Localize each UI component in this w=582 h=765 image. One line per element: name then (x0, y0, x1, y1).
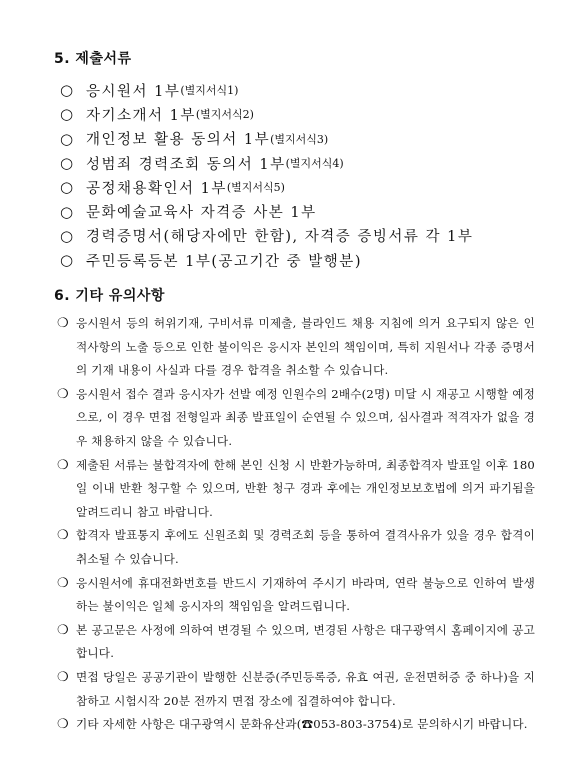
document-item-form-note: (별지서식1) (180, 84, 239, 98)
note-item (57, 713, 535, 737)
note-item (57, 666, 535, 713)
circle-bullet-icon: ❍ (57, 622, 69, 638)
section-title-notes: 6. 기타 유의사항 (54, 288, 165, 304)
document-item-label: 성범죄 경력조회 동의서 1부 (86, 156, 286, 173)
circle-bullet-icon: ○ (60, 251, 75, 270)
note-item-text: 응시원서에 휴대전화번호를 반드시 기재하여 주시기 바라며, 연락 불능으로 인하여 발생하는 불이익은 일체 응시자의 책임임을 알려드립니다. (76, 575, 535, 614)
document-item-label: 응시원서 1부 (86, 83, 181, 100)
document-item-label: 문화예술교육사 자격증 사본 1부 (86, 205, 317, 222)
document-item-label: 개인정보 활용 동의서 1부 (86, 132, 271, 149)
note-item-text: 합격자 발표통지 후에도 신원조회 및 경력조회 등을 통하여 결격사유가 있을 경우 합격이 취소될 수 있습니다. (76, 528, 535, 566)
circle-bullet-icon: ○ (60, 105, 75, 124)
note-item (57, 312, 535, 383)
document-item (60, 102, 560, 126)
note-item-text: 기타 자세한 사항은 대구광역시 문화유산과(☎053-803-3754)로 문의하시기 바랍니다. (76, 717, 528, 732)
document-item (60, 175, 560, 199)
circle-bullet-icon: ❍ (57, 717, 69, 733)
circle-bullet-icon: ○ (60, 226, 75, 245)
note-item (57, 454, 535, 525)
document-item-label: 주민등록등본 1부(공고기간 중 발행분) (86, 253, 362, 270)
document-item-form-note: (별지서식3) (270, 132, 329, 146)
circle-bullet-icon: ❍ (57, 386, 69, 402)
document-item-form-note: (별지서식4) (285, 157, 344, 171)
document-item-form-note: (별지서식2) (195, 108, 254, 122)
document-item (60, 78, 560, 102)
circle-bullet-icon: ○ (60, 154, 75, 173)
note-item-text: 본 공고문은 사정에 의하여 변경될 수 있으며, 변경된 사항은 대구광역시 홈페이지에 공고합니다. (76, 622, 535, 661)
note-item (57, 383, 535, 454)
document-item-label: 경력증명서(해당자에만 한함), 자격증 증빙서류 각 1부 (86, 229, 474, 246)
circle-bullet-icon: ○ (60, 129, 75, 148)
circle-bullet-icon: ❍ (57, 528, 69, 544)
note-item-text: 응시원서 접수 결과 응시자가 선발 예정 인원수의 2배수(2명) 미달 시 재공고 시행할 예정으로, 이 경우 면접 전형일과 최종 발표일이 순연될 수 있으며, 심사결과 적격자가 없을 경우 채용하지 않을 수 있습니다. (76, 386, 535, 448)
circle-bullet-icon: ○ (60, 202, 75, 221)
document-item (60, 127, 560, 151)
notes-list (57, 312, 535, 737)
note-item (57, 619, 535, 666)
document-item-label: 공정채용확인서 1부 (86, 180, 227, 197)
circle-bullet-icon: ○ (60, 178, 75, 197)
document-item-form-note: (별지서식5) (226, 181, 285, 195)
note-item-text: 제출된 서류는 불합격자에 한해 본인 신청 시 반환가능하며, 최종합격자 발표일 이후 180일 이내 반환 청구할 수 있으며, 반환 청구 경과 후에는 개인정보보호법에 의거 파기됨을 알려드리니 참고 바랍니다. (76, 457, 535, 519)
document-item (60, 151, 560, 175)
note-item (57, 524, 535, 571)
circle-bullet-icon: ❍ (57, 575, 69, 591)
note-item (57, 572, 535, 619)
document-item (60, 248, 560, 272)
circle-bullet-icon: ❍ (57, 457, 69, 473)
circle-bullet-icon: ○ (60, 81, 75, 100)
document-item (60, 224, 560, 248)
circle-bullet-icon: ❍ (57, 316, 69, 331)
note-item-text: 응시원서 등의 허위기재, 구비서류 미제출, 블라인드 채용 지침에 의거 요구되지 않은 인적사항의 노출 등으로 인한 불이익은 응시자 본인의 책임이며, 특히 지원서나 각종 증명서의 기재 내용이 사실과 다를 경우 합격을 취소할 수 있습니다. (76, 316, 535, 378)
circle-bullet-icon: ❍ (57, 669, 69, 685)
section-title-documents: 5. 제출서류 (54, 51, 132, 67)
document-item-label: 자기소개서 1부 (86, 107, 196, 124)
note-item-text: 면접 당일은 공공기관이 발행한 신분증(주민등록증, 유효 여권, 운전면허증 중 하나)을 지참하고 시험시작 20분 전까지 면접 장소에 집결하여야 합니다. (76, 669, 535, 708)
required-documents-list (60, 78, 560, 272)
document-item (60, 199, 560, 223)
